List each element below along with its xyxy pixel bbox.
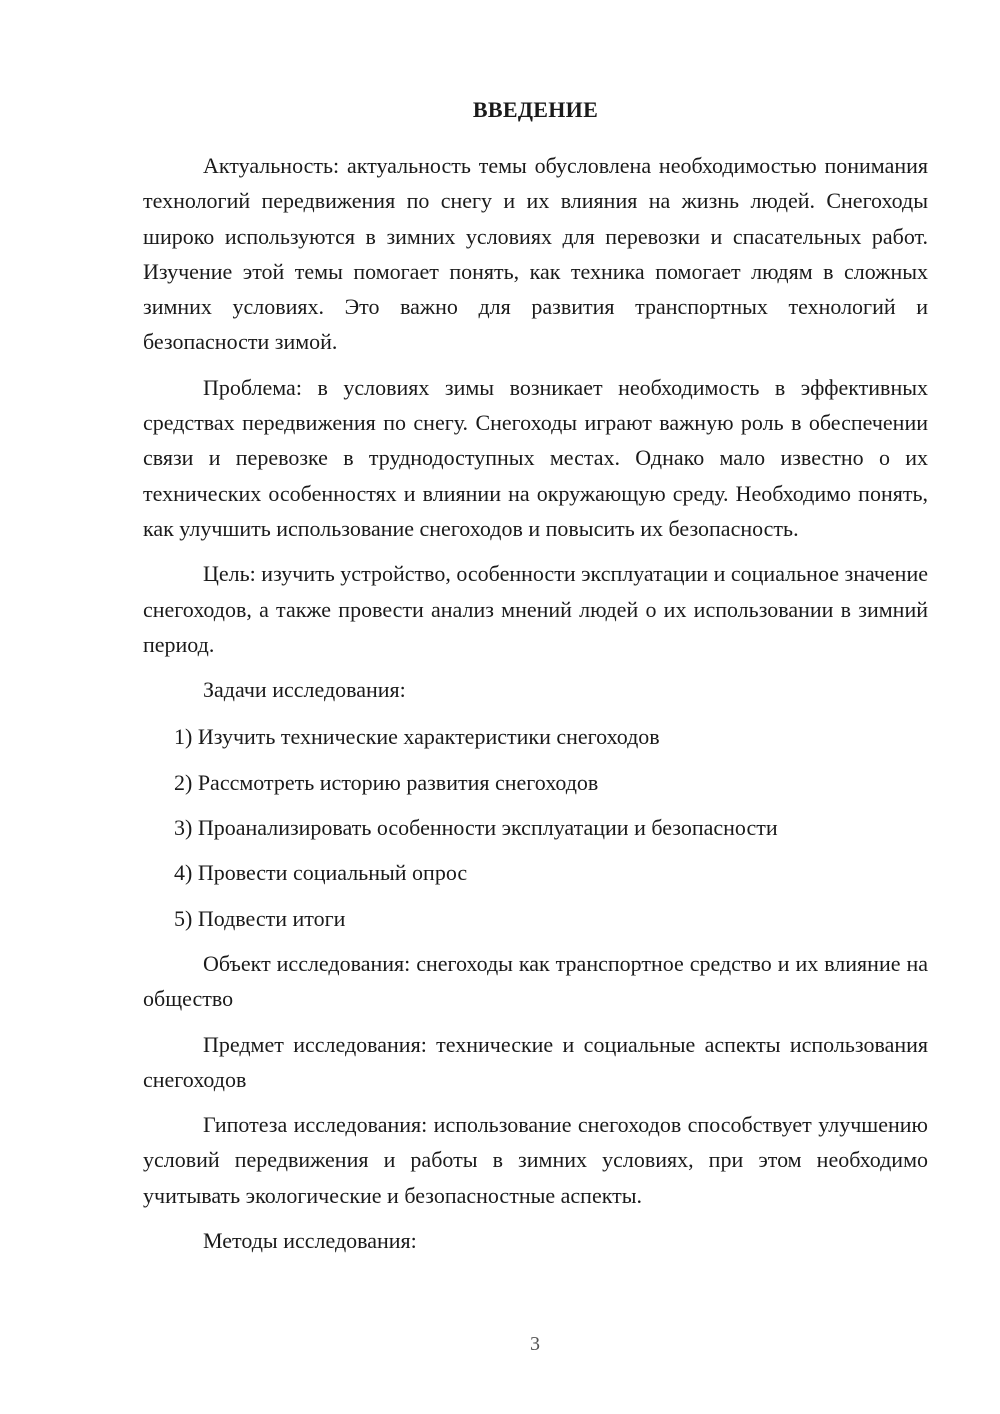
methods-heading: Методы исследования: <box>203 1228 417 1254</box>
hypothesis-paragraph: Гипотеза исследования: использование снегоходов способствует улучшению условий передвижения и работы в зимних условиях, при этом необходимо учитывать экологические и безопасностные аспекты. <box>143 1112 928 1208</box>
task-item: 1) Изучить технические характеристики снегоходов <box>174 724 660 750</box>
task-item: 4) Провести социальный опрос <box>174 860 468 886</box>
section-title: ВВЕДЕНИЕ <box>472 97 599 122</box>
task-item: 2) Рассмотреть историю развития снегоходов <box>174 769 599 795</box>
object-paragraph: Объект исследования: снегоходы как транспортное средство и их влияние на общество <box>143 950 928 1012</box>
page-number: 3 <box>530 1333 540 1355</box>
tasks-list <box>143 719 928 935</box>
problem-paragraph: Проблема: в условиях зимы возникает необходимость в эффективных средствах передвижения по снегу. Снегоходы играют важную роль в обеспечении связи и перевозке в труднодоступных местах. Однако мало известно о их технических особенностях и влиянии на окружающую среду. Необходимо понять, как улучшить использование снегоходов и повысить их безопасность. <box>143 374 928 541</box>
task-item: 5) Подвести итоги <box>174 905 346 931</box>
tasks-heading: Задачи исследования: <box>203 677 406 703</box>
document-page <box>143 92 928 1268</box>
task-item: 3) Проанализировать особенности эксплуатации и безопасности <box>174 815 778 841</box>
subject-paragraph: Предмет исследования: технические и социальные аспекты использования снегоходов <box>143 1031 928 1092</box>
goal-paragraph: Цель: изучить устройство, особенности эксплуатации и социальное значение снегоходов, а также провести анализ мнений людей о их использовании в зимний период. <box>143 561 928 657</box>
relevance-paragraph: Актуальность: актуальность темы обусловлена необходимостью понимания технологий передвижения по снегу и их влияния на жизнь людей. Снегоходы широко используются в зимних условиях для перевозки и спасательных работ. Изучение этой темы помогает понять, как техника помогает людям в сложных зимних условиях. Это важно для развития транспортных технологий и безопасности зимой. <box>143 153 928 355</box>
